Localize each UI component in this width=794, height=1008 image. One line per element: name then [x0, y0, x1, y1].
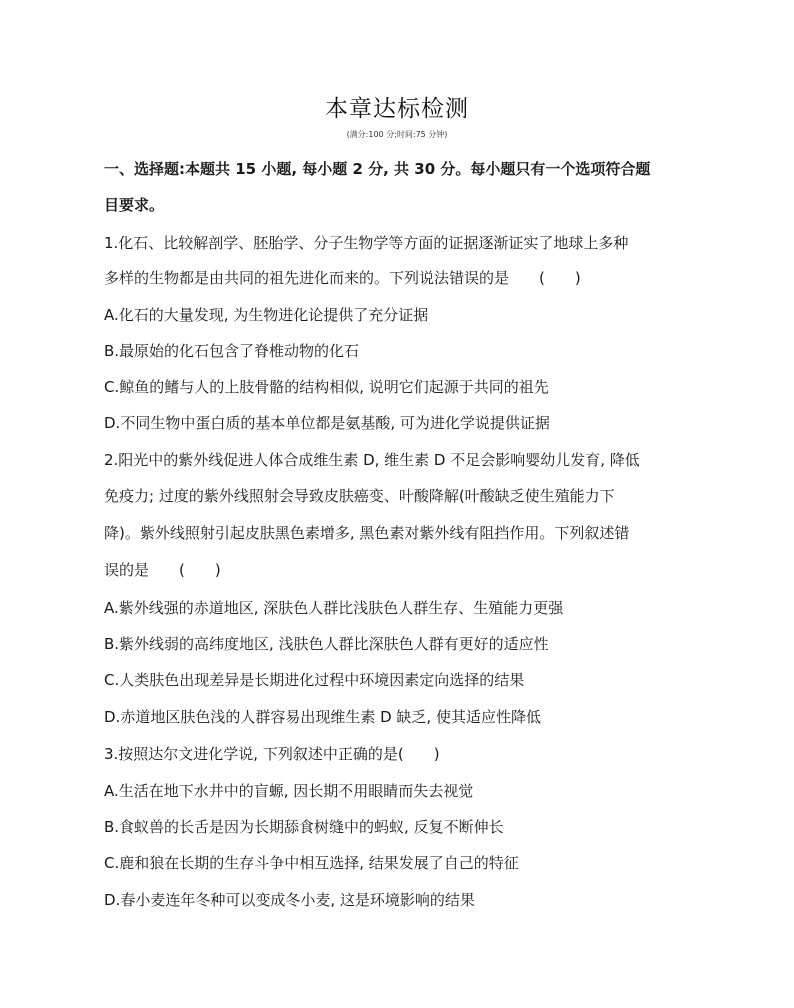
q1-stem-line-2	[104, 268, 704, 288]
q3-option-d: D.春小麦连年冬种可以变成冬小麦, 这是环境影响的结果	[104, 891, 475, 909]
q3-option-a: A.生活在地下水井中的盲螈, 因长期不用眼睛而失去视觉	[104, 782, 474, 800]
q2-stem-text: 误的是	[104, 561, 150, 579]
section-heading-line-2: 目要求。	[104, 196, 165, 214]
q1-answer-bracket: ( )	[539, 269, 581, 287]
q2-answer-bracket: ( )	[179, 561, 221, 579]
q1-option-b: B.最原始的化石包含了脊椎动物的化石	[104, 342, 360, 360]
q2-option-c: C.人类肤色出现差异是长期进化过程中环境因素定向选择的结果	[104, 671, 525, 689]
q2-option-b: B.紫外线弱的高纬度地区, 浅肤色人群比深肤色人群有更好的适应性	[104, 635, 549, 653]
page-title: 本章达标检测	[325, 96, 469, 122]
q1-option-d: D.不同生物中蛋白质的基本单位都是氨基酸, 可为进化学说提供证据	[104, 414, 550, 432]
q2-option-d: D.赤道地区肤色浅的人群容易出现维生素 D 缺乏, 使其适应性降低	[104, 708, 541, 726]
q2-stem-line-4	[104, 560, 704, 580]
score-time-note: (满分:100 分;时间:75 分钟)	[346, 130, 448, 139]
q3-stem-text: 3.按照达尔文进化学说, 下列叙述中正确的是	[104, 745, 398, 763]
q1-stem-line-1: 1.化石、比较解剖学、胚胎学、分子生物学等方面的证据逐渐证实了地球上多种	[104, 234, 629, 252]
q3-option-c: C.鹿和狼在长期的生存斗争中相互选择, 结果发展了自己的特征	[104, 854, 519, 872]
q3-option-b: B.食蚁兽的长舌是因为长期舔食树缝中的蚂蚁, 反复不断伸长	[104, 818, 504, 836]
q2-stem-line-1: 2.阳光中的紫外线促进人体合成维生素 D, 维生素 D 不足会影响婴幼儿发育, 降低	[104, 451, 640, 469]
q2-stem-line-3: 降)。紫外线照射引起皮肤黑色素增多, 黑色素对紫外线有阻挡作用。下列叙述错	[104, 524, 630, 542]
q2-option-a: A.紫外线强的赤道地区, 深肤色人群比浅肤色人群生存、生殖能力更强	[104, 599, 564, 617]
q1-stem-text: 多样的生物都是由共同的祖先进化而来的。下列说法错误的是	[104, 269, 510, 287]
q2-stem-line-2: 免疫力; 过度的紫外线照射会导致皮肤癌变、叶酸降解(叶酸缺乏使生殖能力下	[104, 487, 615, 505]
q3-stem-line-1	[104, 744, 704, 764]
q3-answer-bracket: ( )	[397, 745, 440, 763]
section-heading-line-1: 一、选择题:本题共 15 小题, 每小题 2 分, 共 30 分。每小题只有一个选项符合题	[104, 160, 651, 178]
q1-option-c: C.鲸鱼的鳍与人的上肢骨骼的结构相似, 说明它们起源于共同的祖先	[104, 378, 549, 396]
q1-option-a: A.化石的大量发现, 为生物进化论提供了充分证据	[104, 306, 429, 324]
